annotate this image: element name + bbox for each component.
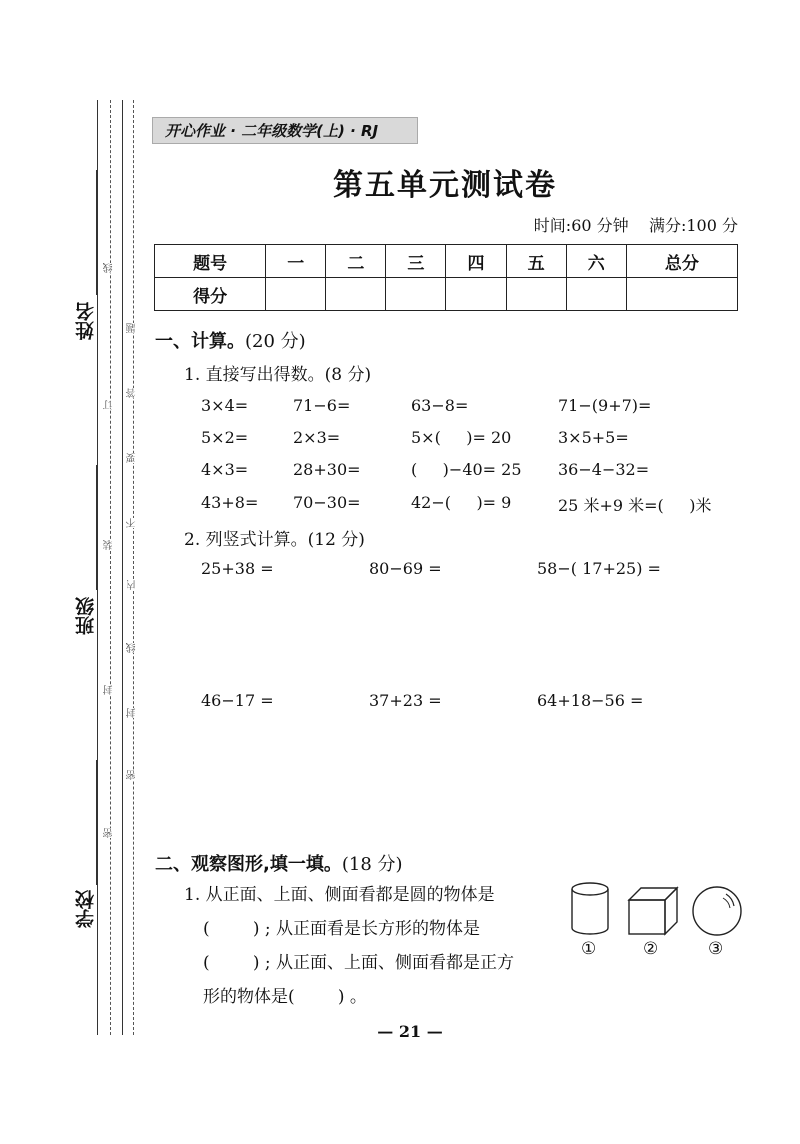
score-header-cell: 题号 bbox=[155, 245, 266, 278]
section1-heading bbox=[155, 327, 306, 353]
score-header-cell: 一 bbox=[266, 245, 326, 278]
vertical-calc: 46−17 = bbox=[201, 691, 274, 710]
vertical-calc: 80−69 = bbox=[369, 559, 442, 578]
vertical-calc: 25+38 = bbox=[201, 559, 274, 578]
equation: 43+8= bbox=[201, 493, 259, 512]
class-label: 班级 bbox=[75, 597, 97, 635]
score-cell[interactable] bbox=[266, 278, 326, 311]
bind-char: 题 bbox=[127, 323, 138, 333]
score-header-cell: 总分 bbox=[626, 245, 737, 278]
equation: 5×2= bbox=[201, 428, 249, 447]
equation: 63−8= bbox=[411, 396, 469, 415]
bind-char: 封 bbox=[104, 685, 115, 695]
time-info: 时间:60 分钟 满分:100 分 bbox=[533, 216, 738, 235]
bind-char: 线 bbox=[127, 643, 138, 653]
equation: 71−(9+7)= bbox=[558, 396, 652, 415]
score-table bbox=[154, 244, 738, 311]
margin-line-inner bbox=[122, 100, 123, 1035]
section1-points: (20 分) bbox=[245, 331, 306, 352]
equation: 71−6= bbox=[293, 396, 351, 415]
bind-char: 答 bbox=[127, 388, 138, 398]
bind-char: 密 bbox=[127, 770, 138, 780]
equation: ( )−40= 25 bbox=[411, 460, 522, 479]
shape-label-3: ③ bbox=[708, 939, 724, 959]
vertical-calc: 58−( 17+25) = bbox=[537, 559, 661, 578]
bind-char: 不 bbox=[127, 518, 138, 528]
series-banner: 开心作业 · 二年级数学(上) · RJ bbox=[152, 117, 418, 144]
vertical-calc: 37+23 = bbox=[369, 691, 442, 710]
bind-char: 订 bbox=[104, 400, 115, 410]
equation: 3×5+5= bbox=[558, 428, 629, 447]
score-cell[interactable] bbox=[446, 278, 506, 311]
section2-title: 二、观察图形,填一填。 bbox=[155, 854, 342, 875]
equation: 42−( )= 9 bbox=[411, 493, 512, 512]
shape-label-1: ① bbox=[581, 939, 597, 959]
bind-char: 封 bbox=[127, 708, 138, 718]
question-line: ( ) ; 从正面看是长方形的物体是 bbox=[203, 919, 481, 939]
bind-char: 密 bbox=[104, 828, 115, 838]
section2-heading bbox=[155, 850, 403, 876]
bind-char: 线 bbox=[104, 263, 115, 273]
equation: 4×3= bbox=[201, 460, 249, 479]
score-row-label: 得分 bbox=[155, 278, 266, 311]
question-line: 形的物体是( ) 。 bbox=[203, 987, 367, 1007]
equation: 28+30= bbox=[293, 460, 361, 479]
cylinder-figure bbox=[565, 880, 615, 940]
score-cell[interactable] bbox=[626, 278, 737, 311]
score-cell[interactable] bbox=[506, 278, 566, 311]
bind-char: 内 bbox=[127, 580, 138, 590]
name-label: 姓名 bbox=[75, 302, 97, 340]
score-cell[interactable] bbox=[566, 278, 626, 311]
equation: 3×4= bbox=[201, 396, 249, 415]
page-title: 第五单元测试卷 bbox=[333, 168, 557, 203]
score-table-score-row bbox=[155, 278, 738, 311]
score-header-cell: 二 bbox=[326, 245, 386, 278]
shape-label-2: ② bbox=[643, 939, 659, 959]
cube-figure bbox=[625, 884, 681, 940]
sphere-figure bbox=[690, 884, 744, 938]
bind-char: 装 bbox=[104, 540, 115, 550]
equation: 36−4−32= bbox=[558, 460, 650, 479]
vertical-calc: 64+18−56 = bbox=[537, 691, 644, 710]
equation: 5×( )= 20 bbox=[411, 428, 512, 447]
score-header-cell: 六 bbox=[566, 245, 626, 278]
question-line: ( ) ; 从正面、上面、侧面看都是正方 bbox=[203, 953, 515, 973]
score-cell[interactable] bbox=[386, 278, 446, 311]
q2-title: 2. 列竖式计算。(12 分) bbox=[184, 530, 365, 550]
score-cell[interactable] bbox=[326, 278, 386, 311]
score-header-cell: 三 bbox=[386, 245, 446, 278]
margin-line-dashed-1 bbox=[110, 100, 111, 1035]
class-underline bbox=[96, 465, 97, 590]
equation: 25 米+9 米=( )米 bbox=[558, 496, 712, 515]
margin-line-dashed-2 bbox=[133, 100, 134, 1035]
question-line: 1. 从正面、上面、侧面看都是圆的物体是 bbox=[184, 885, 495, 905]
school-underline bbox=[96, 760, 97, 885]
q1-title: 1. 直接写出得数。(8 分) bbox=[184, 365, 372, 385]
page-number: — 21 — bbox=[377, 1022, 443, 1041]
score-header-cell: 四 bbox=[446, 245, 506, 278]
section2-points: (18 分) bbox=[341, 854, 403, 875]
section1-title: 一、计算。 bbox=[155, 331, 245, 352]
equation: 70−30= bbox=[293, 493, 361, 512]
score-table-header-row bbox=[155, 245, 738, 278]
bind-char: 要 bbox=[127, 453, 138, 463]
score-header-cell: 五 bbox=[506, 245, 566, 278]
equation: 2×3= bbox=[293, 428, 341, 447]
school-label: 学校 bbox=[75, 890, 97, 928]
